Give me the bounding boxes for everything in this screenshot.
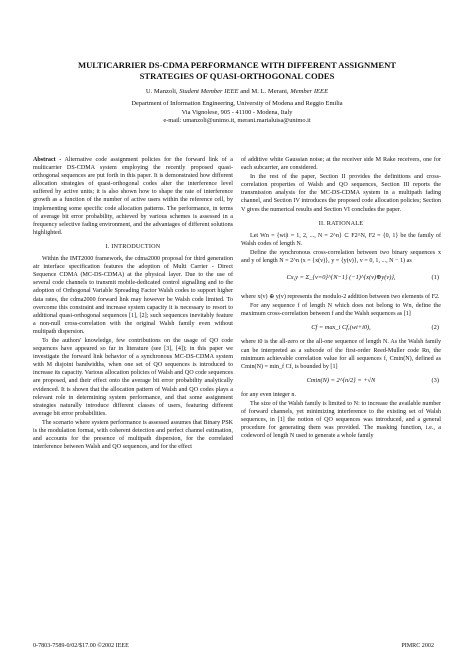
title-line-2: STRATEGIES OF QUASI-ORTHOGONAL CODES xyxy=(139,71,335,81)
affiliation-email: e-mail: umanzoli@unimo.it, merani.marialuisa@unimo.it xyxy=(163,117,311,125)
abstract xyxy=(33,156,233,237)
affiliation xyxy=(40,100,434,126)
rationale-paragraph: For any sequence f of length N which does not belong to Wn, define the maximum cross-correlation between f and the Walsh sequences as [1] xyxy=(241,303,441,318)
intro-paragraph: In the rest of the paper, Section II provides the definitions and cross-correlation properties of Walsh and QO sequences, Section III reports the transmission analysis for the MC-DS-CDMA system in a multipath fading channel, and Section IV introduces the proposed code allocation policies; Section V gives the numerical results and Section VI concludes the paper. xyxy=(241,174,441,213)
equation-2 xyxy=(241,321,441,335)
abstract-text: Alternative code assignment policies for the forward link of a multicarrier DS-CDMA system employing the recently proposed quasi-orthogonal sequences are put forth in this paper. It is demonstrated how different allocation strategies of quasi-orthogonal codes alter the interference level suffered by active units; it is also shown how to shape the rate of interference growth as a function of the number of active users within the reference cell, by implementing some specific code allocation patterns. The performance, in terms of average bit error probability, achieved by various schemes is assessed in a frequency selective fading environment, and the advantages of different solutions highlighted. xyxy=(33,157,233,236)
rationale-paragraph: for any even integer n. xyxy=(241,391,296,398)
affiliation-department: Department of Information Engineering, University of Modena and Reggio Emilia xyxy=(131,100,343,107)
equation-1-number: (1) xyxy=(431,274,439,282)
equation-1-expression: Cx,y = Σ_{v=0}^{N−1} (−1)^{x(v)⊕y(v)}, xyxy=(286,274,396,282)
footer-copyright: 0-7803-7589-0/02/$17.00 ©2002 IEEE xyxy=(33,643,129,649)
affiliation-address: Via Vignolese, 905 - 41100 - Modena, Italy xyxy=(181,108,293,116)
authors-line xyxy=(40,87,434,96)
intro-paragraph: The scenario where system performance is assessed assumes that Binary PSK is the modulation format, with coherent detection and perfect channel estimation, and accounts for the presence of multipath dispersion, for the correlated interference between Walsh and QO sequences, and for the effect xyxy=(33,419,233,451)
rationale-paragraph: Let Wn = {wi|i = 1, 2, ..., N = 2^n} ⊂ F2^N, F2 = {0, 1} be the family of Walsh codes of length N. xyxy=(241,232,441,247)
intro-continued-paragraph: of additive white Gaussian noise; at the receiver side M Rake receivers, one for each subcarrier, are considered. xyxy=(241,157,441,172)
left-column xyxy=(33,156,233,452)
right-column xyxy=(241,156,441,441)
section-heading-rationale: II. RATIONALE xyxy=(318,219,364,227)
equation-1 xyxy=(241,268,441,290)
author-1: U. Manzoli, xyxy=(145,88,178,95)
author-2-role: Member IEEE xyxy=(290,88,329,95)
rationale-paragraph: Define the synchronous cross-correlation between two binary sequences x and y of length N = 2^n (x = {x(v)}, y = {y(v)}, v = 0, 1, ..., N − 1) as xyxy=(241,249,441,265)
rationale-paragraph: where i0 is the all-zero or the all-one sequence of length N. As the Walsh family can be interpreted as a subcode of the first-order Reed-Muller code Rn, the minimum achievable correlation value for all sequences f, Cmin(N), defined as Cmin(N) = min_f Cf, is bounded by [1] xyxy=(241,339,441,370)
author-2: and M. L. Merani, xyxy=(240,88,289,95)
intro-paragraph: To the authors' knowledge, few contributions on the usage of QO code sequences have appeared so far in literature (see [3], [4]); in this paper we investigate the forward link behavior of a synchronous MC-DS-CDMA system with M disjoint bandwidths, when one set of QO sequences is introduced to increase its capacity. Various allocation policies of Walsh and QO code sequences are proposed, and their effect onto the average bit error probability analytically evidenced. It is shown that the allocation pattern of Walsh and QO codes plays a relevant role in determining system performance, and that some assignment strategies naturally introduce different classes of users, featuring different average bit error probabilities. xyxy=(33,337,233,417)
author-1-role: Student Member IEEE xyxy=(179,88,239,95)
intro-paragraph: Within the IMT2000 framework, the cdma2000 proposal for third generation air interface specification features the adoption of Multi Carrier - Direct Sequence CDMA (MC-DS-CDMA) at the physical layer. Due to the use of several code channels to transmit mobile-dedicated control signalling and to the adoption of Orthogonal Variable Spreading Factor Walsh codes to support higher data rates, the cdma2000 forward link may however be Walsh code limited. To overcome this constraint and increase system capacity it is necessary to resort to additional quasi-orthogonal sequences [1], [2]; such sequences inevitably feature a non-null cross-correlation with the original Walsh family even without multipath dispersion. xyxy=(33,256,233,335)
title-line-1: MULTICARRIER DS-CDMA PERFORMANCE WITH DIFFERENT ASSIGNMENT xyxy=(77,60,397,70)
section-heading-introduction: I. INTRODUCTION xyxy=(105,242,161,250)
equation-3-expression: Cmin(N) = 2^{n/2} = +√N xyxy=(306,376,376,384)
footer-conference: PIMRC 2002 xyxy=(401,643,434,649)
equation-2-expression: Cf = max_i Cf,(wi+i0), xyxy=(311,324,371,332)
equation-2-number: (2) xyxy=(431,324,439,332)
equation-3-number: (3) xyxy=(431,376,439,384)
rationale-paragraph: where x(v) ⊕ y(v) represents the modulo-2 addition between two elements of F2. xyxy=(241,294,440,301)
equation-3 xyxy=(241,374,441,388)
abstract-heading: Abstract - xyxy=(33,157,62,163)
paper-title xyxy=(40,60,434,82)
rationale-paragraph: The size of the Walsh family is limited to N: to increase the available number of forward channels, yet minimizing interference to the existing set of Walsh sequences, in [1] the notion of QO sequences was introduced, and a general procedure for generating them was provided. The masking function, i.e., a codeword of length N used to generate a whole family xyxy=(241,400,441,440)
